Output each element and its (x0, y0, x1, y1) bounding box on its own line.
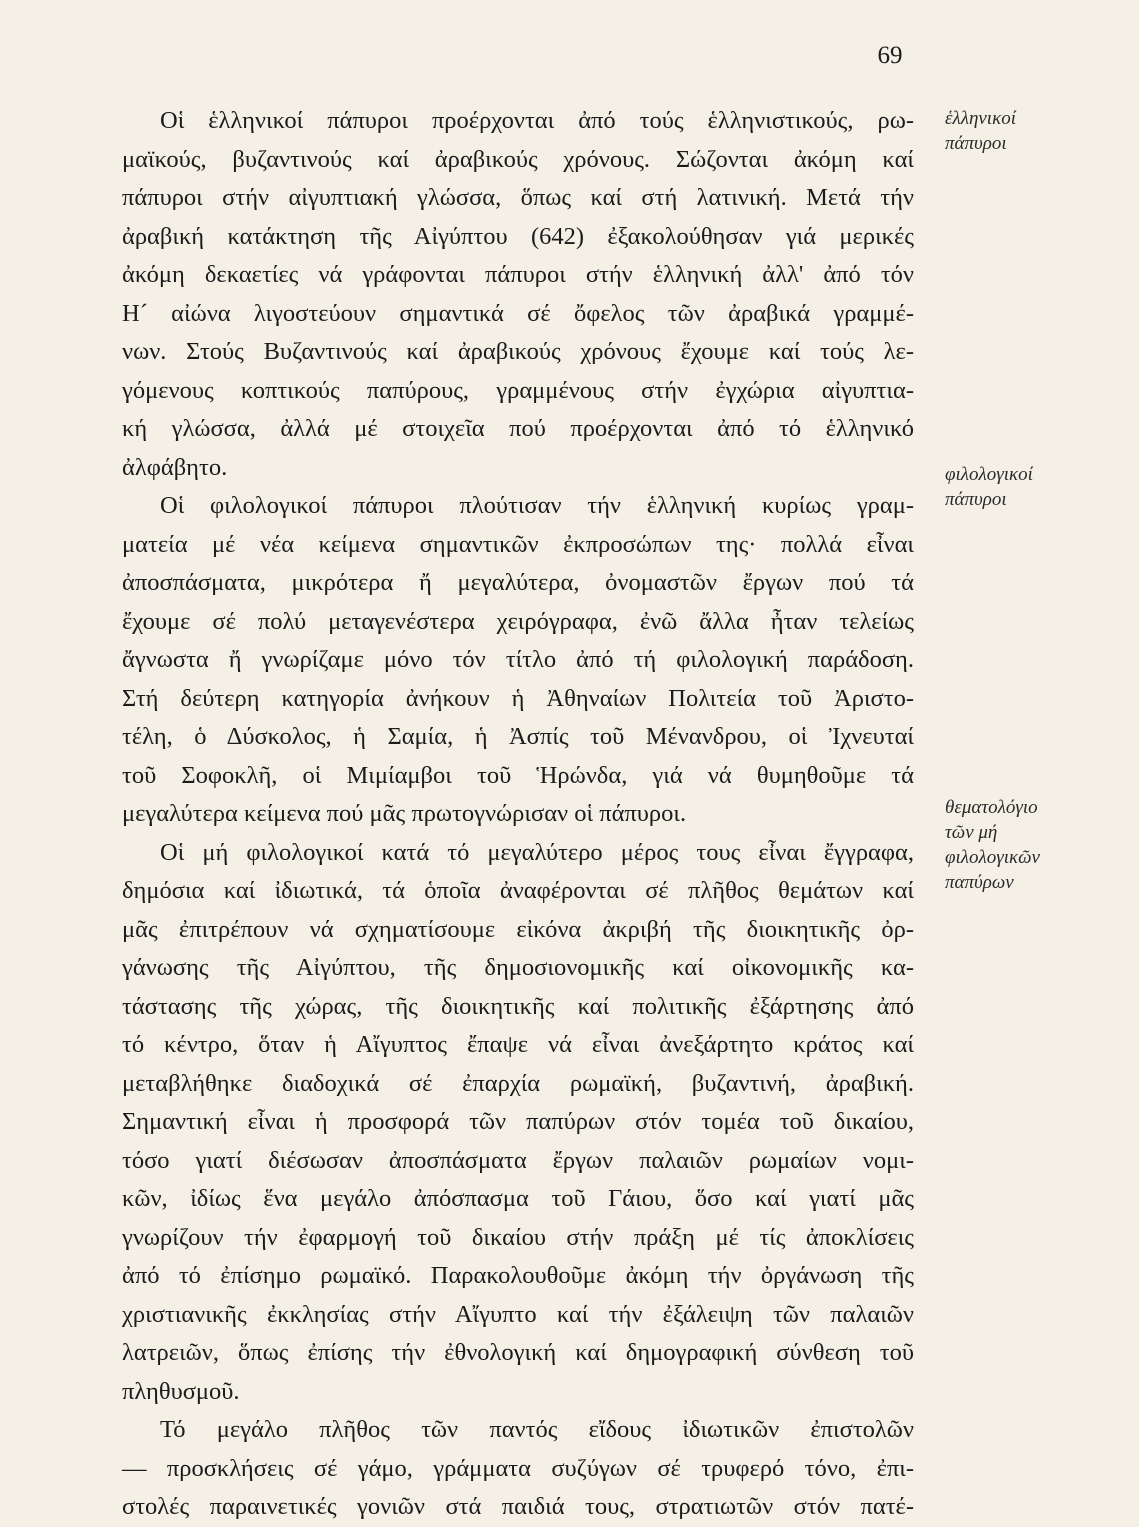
text-line: ματεία μέ νέα κείμενα σημαντικῶν ἐκπροσώπων της· πολλά εἶναι (122, 530, 914, 558)
text-line: κῶν, ἰδίως ἕνα μεγάλο ἀπόσπασμα τοῦ Γάιου, ὅσο καί γιατί μᾶς (122, 1185, 914, 1212)
text-line: δημόσια καί ἰδιωτικά, τά ὁποῖα ἀναφέρονται σέ πλῆθος θεμάτων καί (122, 877, 914, 904)
margin-note-line: πάπυροι (945, 133, 1007, 154)
text-line: Στή δεύτερη κατηγορία ἀνήκουν ἡ Ἀθηναίων Πολιτεία τοῦ Ἀριστο- (122, 684, 914, 712)
text-line: μαϊκούς, βυζαντινούς καί ἀραβικούς χρόνους. Σώζονται ἀκόμη καί (122, 145, 914, 173)
text-line: τό κέντρο, ὅταν ἡ Αἴγυπτος ἔπαψε νά εἶναι ἀνεξάρτητο κράτος καί (122, 1031, 914, 1058)
text-line: Η´ αἰώνα λιγοστεύουν σημαντικά σέ ὄφελος τῶν ἀραβικά γραμμέ- (122, 299, 914, 327)
text-line: πάπυροι στήν αἰγυπτιακή γλώσσα, ὅπως καί στή λατινική. Μετά τήν (122, 184, 914, 211)
text-line: γάνωσης τῆς Αἰγύπτου, τῆς δημοσιονομικῆς καί οἰκονομικῆς κα- (122, 954, 914, 981)
text-line: ἀπό τό ἐπίσημο ρωμαϊκό. Παρακολουθοῦμε ἀκόμη τήν ὀργάνωση τῆς (122, 1262, 914, 1289)
paragraph-private-letters (122, 1411, 914, 1527)
paragraph-nonliterary-papyri (122, 834, 914, 1412)
margin-note-line: φιλολογικοί (945, 464, 1033, 485)
text-line: τέλη, ὁ Δύσκολος, ἡ Σαμία, ἡ Ἀσπίς τοῦ Μένανδρου, οἱ Ἰχνευταί (122, 723, 914, 750)
text-line: νων. Στούς Βυζαντινούς καί ἀραβικούς χρόνους ἔχουμε καί τούς λε- (122, 338, 914, 365)
text-line: Σημαντική εἶναι ἡ προσφορά τῶν παπύρων στόν τομέα τοῦ δικαίου, (122, 1108, 914, 1135)
margin-note-line: πάπυροι (945, 489, 1007, 510)
text-line: τοῦ Σοφοκλῆ, οἱ Μιμίαμβοι τοῦ Ἡρώνδα, γιά νά θυμηθοῦμε τά (122, 761, 914, 789)
text-line: ἀραβική κατάκτηση τῆς Αἰγύπτου (642) ἐξακολούθησαν γιά μερικές (122, 222, 914, 250)
text-line: ἄγνωστα ἤ γνωρίζαμε μόνο τόν τίτλο ἀπό τή φιλολογική παράδοση. (122, 646, 914, 673)
text-line: τόσο γιατί διέσωσαν ἀποσπάσματα ἔργων παλαιῶν ρωμαίων νομι- (122, 1146, 914, 1174)
text-line: μεγαλύτερα κείμενα πού μᾶς πρωτογνώρισαν οἱ πάπυροι. (122, 800, 687, 827)
margin-note-nonliterary-themes (945, 795, 1115, 895)
text-line: τάστασης τῆς χώρας, τῆς διοικητικῆς καί πολιτικῆς ἐξάρτησης ἀπό (122, 992, 914, 1020)
text-line: Οἱ μή φιλολογικοί κατά τό μεγαλύτερο μέρος τους εἶναι ἔγγραφα, (160, 838, 914, 866)
paragraph-literary-papyri (122, 487, 914, 834)
main-text (122, 102, 914, 1527)
margin-note-line: τῶν μή (945, 822, 998, 843)
text-line: ἀλφάβητο. (122, 453, 228, 481)
margin-note-literary-papyri (945, 462, 1115, 512)
margin-note-greek-papyri (945, 106, 1115, 156)
text-line: ἀκόμη δεκαετίες νά γράφονται πάπυροι στήν ἑλληνική ἀλλ' ἀπό τόν (122, 261, 914, 288)
page-number: 69 (877, 42, 903, 69)
margin-note-line: θεματολόγιο (945, 797, 1038, 818)
text-line: γνωρίζουν τήν ἐφαρμογή τοῦ δικαίου στήν πράξη μέ τίς ἀποκλίσεις (122, 1223, 914, 1251)
margin-note-line: παπύρων (945, 872, 1014, 893)
text-line: χριστιανικῆς ἐκκλησίας στήν Αἴγυπτο καί τήν ἐξάλειψη τῶν παλαιῶν (122, 1300, 914, 1328)
text-line: Οἱ φιλολογικοί πάπυροι πλούτισαν τήν ἑλληνική κυρίως γραμ- (160, 492, 914, 519)
text-line: ἀποσπάσματα, μικρότερα ἤ μεγαλύτερα, ὀνομαστῶν ἔργων πού τά (122, 569, 914, 596)
margin-note-line: φιλολογικῶν (945, 847, 1040, 868)
text-line: Οἱ ἑλληνικοί πάπυροι προέρχονται ἀπό τούς ἑλληνιστικούς, ρω- (160, 107, 914, 134)
text-line: κή γλώσσα, ἀλλά μέ στοιχεῖα πού προέρχονται ἀπό τό ἑλληνικό (122, 415, 914, 442)
text-line: γόμενους κοπτικούς παπύρους, γραμμένους στήν ἐγχώρια αἰγυπτια- (122, 376, 914, 404)
text-line: στολές παραινετικές γονιῶν στά παιδιά τους, στρατιωτῶν στόν πατέ- (122, 1493, 914, 1520)
text-line: λατρειῶν, ὅπως ἐπίσης τήν ἐθνολογική καί δημογραφική σύνθεση τοῦ (122, 1339, 914, 1366)
text-line: μᾶς ἐπιτρέπουν νά σχηματίσουμε εἰκόνα ἀκριβή τῆς διοικητικῆς ὀρ- (122, 915, 914, 943)
text-line: Τό μεγάλο πλῆθος τῶν παντός εἴδους ἰδιωτικῶν ἐπιστολῶν (160, 1416, 914, 1443)
text-line: ἔχουμε σέ πολύ μεταγενέστερα χειρόγραφα, ἐνῶ ἄλλα ἦταν τελείως (122, 607, 914, 635)
text-line: — προσκλήσεις σέ γάμο, γράμματα συζύγων σέ τρυφερό τόνο, ἐπι- (122, 1454, 914, 1482)
margin-note-line: ἑλληνικοί (945, 108, 1016, 129)
text-line: μεταβλήθηκε διαδοχικά σέ ἐπαρχία ρωμαϊκή, βυζαντινή, ἀραβική. (122, 1069, 914, 1097)
text-line: πληθυσμοῦ. (122, 1377, 240, 1405)
paragraph-greek-papyri (122, 102, 914, 487)
